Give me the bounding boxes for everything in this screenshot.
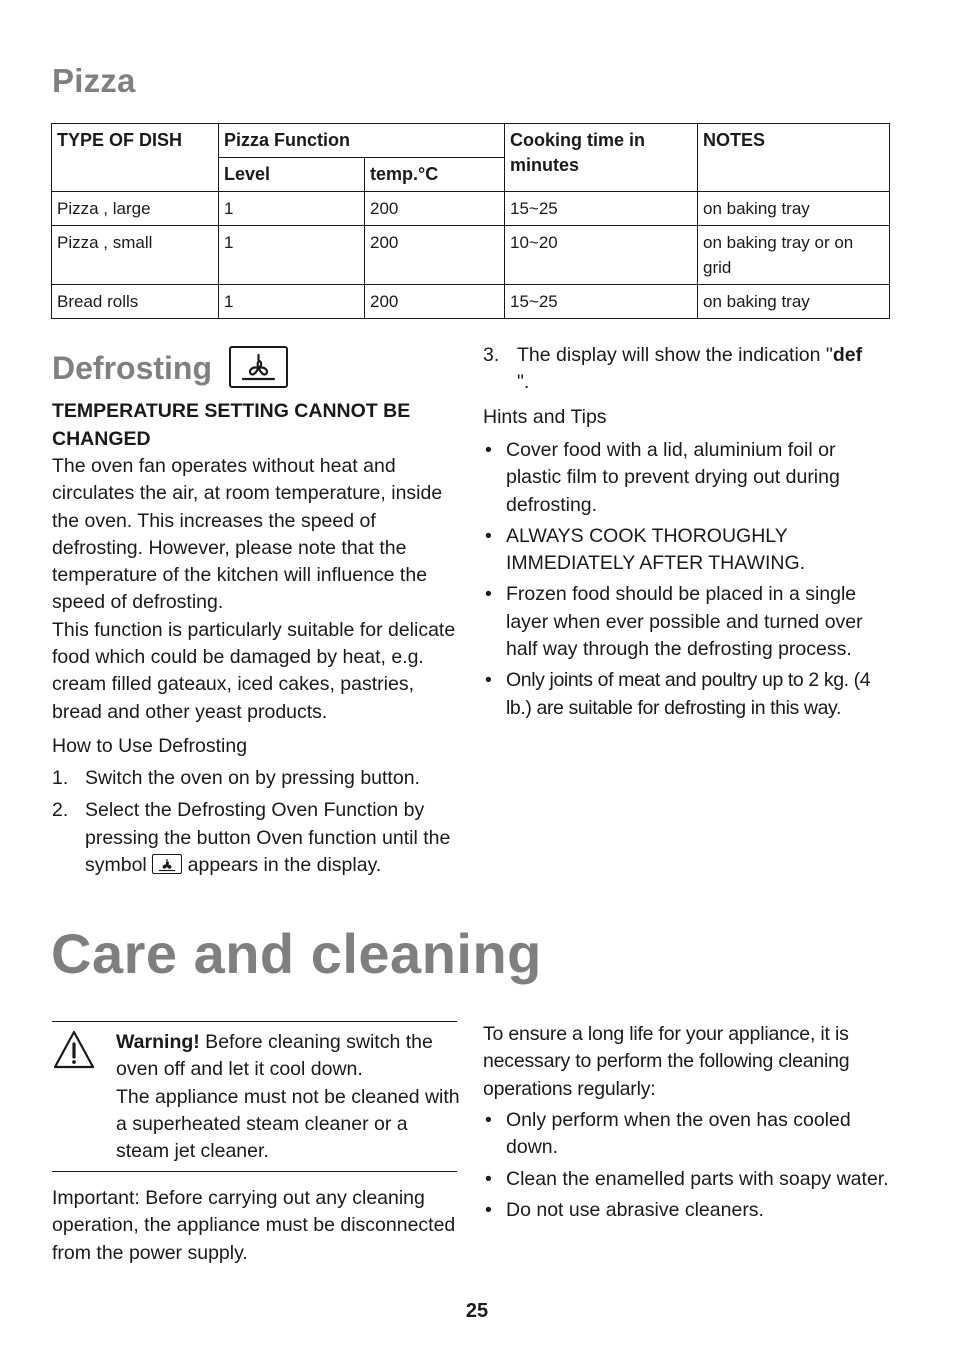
list-item <box>483 1107 893 1162</box>
list-item <box>483 581 893 663</box>
bullet: • <box>485 669 492 692</box>
cell-temp: 200 <box>365 192 505 226</box>
cleaning-item-text: Clean the enamelled parts with soapy water. <box>506 1167 889 1190</box>
header-pizza-function: Pizza Function <box>219 124 505 158</box>
def-indication: def <box>832 344 863 366</box>
temperature-warning-heading: TEMPERATURE SETTING CANNOT BE CHANGED <box>52 400 411 450</box>
table-row <box>52 226 890 285</box>
list-item <box>483 523 893 578</box>
cell-dish: Bread rolls <box>52 285 219 319</box>
defrosting-description <box>52 453 462 726</box>
header-cooking-time: Cooking time in minutes <box>505 124 698 192</box>
hint-text: Frozen food should be placed in a single layer when ever possible and turned over half way through the defrosting process. <box>506 583 863 661</box>
defrosting-para-2: This function is particularly suitable for delicate food which could be damaged by heat, e.g. cream filled gateaux, iced cakes, pastries, bread and other yeast products. <box>52 618 456 723</box>
list-item <box>52 797 452 879</box>
step-number: 1. <box>52 767 69 789</box>
list-item <box>483 667 893 722</box>
defrosting-heading: Defrosting <box>52 350 212 386</box>
divider <box>52 1021 457 1022</box>
step-number: 2. <box>52 799 69 822</box>
cell-time: 15~25 <box>505 192 698 226</box>
list-item <box>52 765 452 792</box>
cell-time: 15~25 <box>505 285 698 319</box>
care-and-cleaning-heading: Care and cleaning <box>51 922 542 985</box>
cell-dish: Pizza , large <box>52 192 219 226</box>
header-notes: NOTES <box>698 124 890 192</box>
cell-level: 1 <box>219 226 365 285</box>
step-text: The display will show the indication " <box>517 344 833 366</box>
cell-notes: on baking tray or on grid <box>698 226 890 285</box>
warning-steam-note: The appliance must not be cleaned with a superheated steam cleaner or a steam jet cleaner. <box>116 1085 460 1163</box>
cleaning-list <box>483 1107 893 1228</box>
cell-level: 1 <box>219 192 365 226</box>
hints-list <box>483 437 893 726</box>
cell-level: 1 <box>219 285 365 319</box>
step-text: Select the Defrosting Oven Function by pressing the button Oven function until the symbol <box>85 799 451 876</box>
step-number: 3. <box>483 344 500 366</box>
list-item <box>483 1166 893 1193</box>
bullet: • <box>485 1198 492 1221</box>
warning-triangle-icon <box>52 1029 96 1071</box>
cell-dish: Pizza , small <box>52 226 219 285</box>
table-row <box>52 192 890 226</box>
list-item <box>483 437 893 519</box>
fan-symbol-icon <box>152 854 182 874</box>
step-3 <box>483 342 893 397</box>
step-text-end: ". <box>517 371 530 394</box>
bullet: • <box>485 1167 492 1190</box>
header-temp: temp.°C <box>365 158 505 192</box>
step-text: Switch the oven on by pressing button. <box>85 767 420 789</box>
list-item <box>483 1197 893 1224</box>
warning-body: Before cleaning switch the oven off and let it cool down. <box>116 1031 433 1081</box>
defrosting-steps <box>52 765 452 884</box>
hint-text: ALWAYS COOK THOROUGHLY IMMEDIATELY AFTER THAWING. <box>506 524 806 575</box>
hint-text: Only joints of meat and poultry up to 2 kg. (4 lb.) are suitable for defrosting in this way. <box>506 669 871 719</box>
defrosting-para-1: The oven fan operates without heat and circulates the air, at room temperature, inside the oven. This increases the speed of defrosting. However, please note that the temperature of the kitchen will influence the speed of defrosting. <box>52 455 443 614</box>
warning-text <box>116 1029 461 1165</box>
cell-time: 10~20 <box>505 226 698 285</box>
table-row <box>52 285 890 319</box>
how-to-use-heading: How to Use Defrosting <box>52 735 248 757</box>
hints-heading: Hints and Tips <box>483 406 607 428</box>
cleaning-item-text: Only perform when the oven has cooled down. <box>506 1109 851 1159</box>
cleaning-intro: To ensure a long life for your appliance, it is necessary to perform the following cleaning operations regularly: <box>483 1023 850 1100</box>
pizza-table <box>51 123 890 319</box>
pizza-heading: Pizza <box>52 62 136 99</box>
bullet: • <box>485 1109 492 1131</box>
cell-notes: on baking tray <box>698 285 890 319</box>
fan-icon <box>229 346 288 388</box>
cell-notes: on baking tray <box>698 192 890 226</box>
step-text-end: appears in the display. <box>187 853 382 876</box>
hint-text: Cover food with a lid, aluminium foil or plastic film to prevent drying out during defrosting. <box>506 439 840 516</box>
bullet: • <box>485 524 492 547</box>
cleaning-item-text: Do not use abrasive cleaners. <box>506 1198 764 1221</box>
bullet: • <box>485 583 492 606</box>
warning-label: Warning! <box>116 1031 200 1053</box>
page-number: 25 <box>465 1300 489 1322</box>
header-type-of-dish: TYPE OF DISH <box>52 124 219 192</box>
important-note: Important: Before carrying out any cleaning operation, the appliance must be disconnected from the power supply. <box>52 1187 456 1264</box>
cell-temp: 200 <box>365 285 505 319</box>
cell-temp: 200 <box>365 226 505 285</box>
divider <box>52 1171 457 1172</box>
header-level: Level <box>219 158 365 192</box>
bullet: • <box>485 439 492 461</box>
